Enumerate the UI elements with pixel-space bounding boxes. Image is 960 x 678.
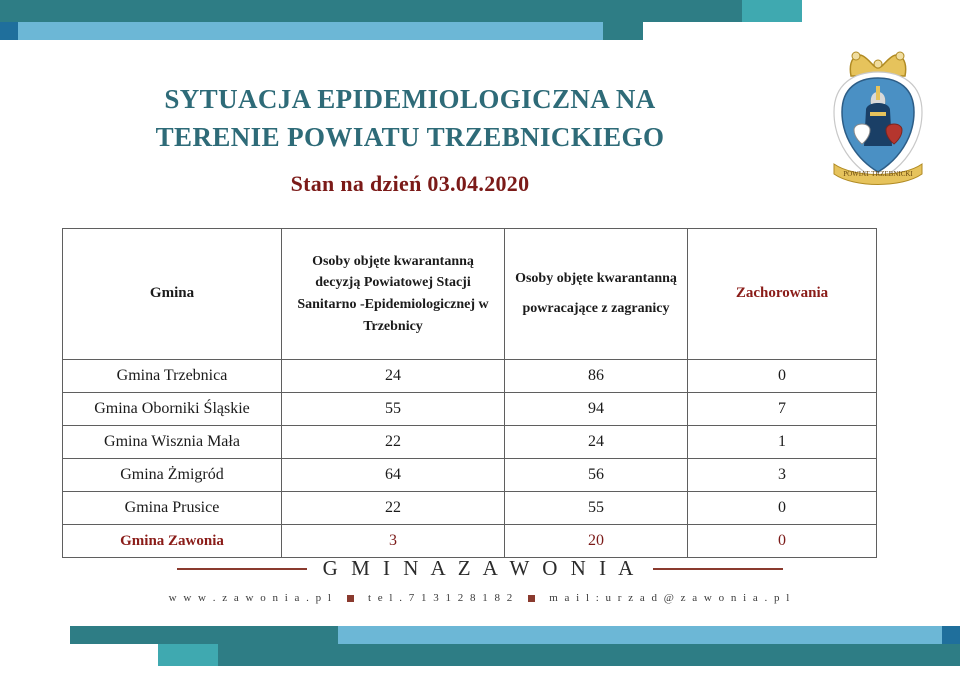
- table-row: [63, 492, 877, 525]
- cell-gmina: Gmina Zawonia: [63, 525, 282, 558]
- top-bar-teal-segment: [742, 0, 802, 22]
- cell-zagranica: 24: [505, 426, 688, 459]
- cell-gmina: Gmina Żmigród: [63, 459, 282, 492]
- footer-rule-left: [177, 568, 307, 570]
- top-decoration: [0, 0, 960, 52]
- top-bar-blue-segment: [0, 22, 18, 40]
- footer: [0, 556, 960, 604]
- svg-text:POWIAT TRZEBNICKI: POWIAT TRZEBNICKI: [843, 170, 913, 178]
- column-header-kwarantanna-line-3: Sanitarno -Epidemiologicznej w: [297, 297, 489, 312]
- column-header-zachorowania: Zachorowania: [688, 229, 877, 360]
- table-row: [63, 426, 877, 459]
- separator-square-icon: [528, 595, 535, 602]
- bottom-bar-light-segment: [338, 626, 942, 644]
- bottom-bar-teal-segment: [70, 626, 338, 644]
- cell-zagranica: 86: [505, 360, 688, 393]
- top-bar-dark-segment: [0, 0, 742, 22]
- page-title-line-2: TERENIE POWIATU TRZEBNICKIEGO: [155, 122, 665, 153]
- cell-zagranica: 55: [505, 492, 688, 525]
- cell-zachorowania: 0: [688, 360, 877, 393]
- cell-zachorowania: 3: [688, 459, 877, 492]
- footer-brand-name: G M I N A Z A W O N I A: [322, 556, 638, 580]
- top-bar-light-segment: [18, 22, 603, 40]
- cell-zachorowania: 0: [688, 492, 877, 525]
- bottom-decoration: [0, 626, 960, 678]
- cell-gmina: Gmina Wisznia Mała: [63, 426, 282, 459]
- table-row: [63, 360, 877, 393]
- footer-brand-row: [0, 556, 960, 581]
- table-row: [63, 393, 877, 426]
- top-bar-teal-segment-2: [603, 22, 643, 40]
- page-header: [0, 80, 820, 197]
- cell-kwarantanna: 64: [282, 459, 505, 492]
- cell-kwarantanna: 24: [282, 360, 505, 393]
- bottom-bar-teal-segment-2: [158, 644, 218, 666]
- bottom-bar-dark-segment: [218, 644, 960, 666]
- column-header-kwarantanna: [282, 229, 505, 360]
- table-body: [63, 360, 877, 558]
- cell-kwarantanna: 22: [282, 426, 505, 459]
- cell-gmina: Gmina Trzebnica: [63, 360, 282, 393]
- page-title: [0, 80, 820, 157]
- cell-kwarantanna: 55: [282, 393, 505, 426]
- cell-zagranica: 20: [505, 525, 688, 558]
- footer-phone: t e l . 7 1 3 1 2 8 1 8 2: [367, 592, 515, 604]
- page-title-line-1: SYTUACJA EPIDEMIOLOGICZNA NA: [164, 84, 656, 114]
- footer-contacts: [0, 592, 960, 604]
- column-header-zagranica: [505, 229, 688, 360]
- table-row-highlighted: [63, 525, 877, 558]
- table-head: [63, 229, 877, 360]
- cell-kwarantanna: 3: [282, 525, 505, 558]
- cell-zachorowania: 0: [688, 525, 877, 558]
- footer-mail[interactable]: m a i l : u r z a d @ z a w o n i a . p l: [549, 592, 792, 604]
- column-header-zagranica-line-1: Osoby objęte kwarantanną: [515, 271, 677, 287]
- epidemiology-table-container: [62, 228, 872, 558]
- coat-of-arms-icon: [818, 46, 938, 196]
- page-subtitle: Stan na dzień 03.04.2020: [290, 170, 530, 196]
- separator-square-icon: [347, 595, 354, 602]
- table-row: [63, 459, 877, 492]
- column-header-kwarantanna-line-1: Osoby objęte kwarantanną: [312, 253, 474, 269]
- column-header-gmina: Gmina: [63, 229, 282, 360]
- bottom-bar-blue-segment: [942, 626, 960, 644]
- column-header-kwarantanna-line-2: decyzją Powiatowej Stacji: [315, 275, 471, 291]
- cell-zagranica: 56: [505, 459, 688, 492]
- cell-gmina: Gmina Prusice: [63, 492, 282, 525]
- cell-zachorowania: 1: [688, 426, 877, 459]
- table-header-row: [63, 229, 877, 360]
- cell-zagranica: 94: [505, 393, 688, 426]
- cell-zachorowania: 7: [688, 393, 877, 426]
- footer-website[interactable]: w w w . z a w o n i a . p l: [168, 592, 333, 604]
- column-header-zagranica-line-2: powracające z zagranicy: [522, 301, 670, 316]
- footer-rule-right: [653, 568, 783, 570]
- column-header-kwarantanna-line-4: Trzebnicy: [363, 318, 423, 334]
- cell-kwarantanna: 22: [282, 492, 505, 525]
- epidemiology-table: [62, 228, 877, 558]
- cell-gmina: Gmina Oborniki Śląskie: [63, 393, 282, 426]
